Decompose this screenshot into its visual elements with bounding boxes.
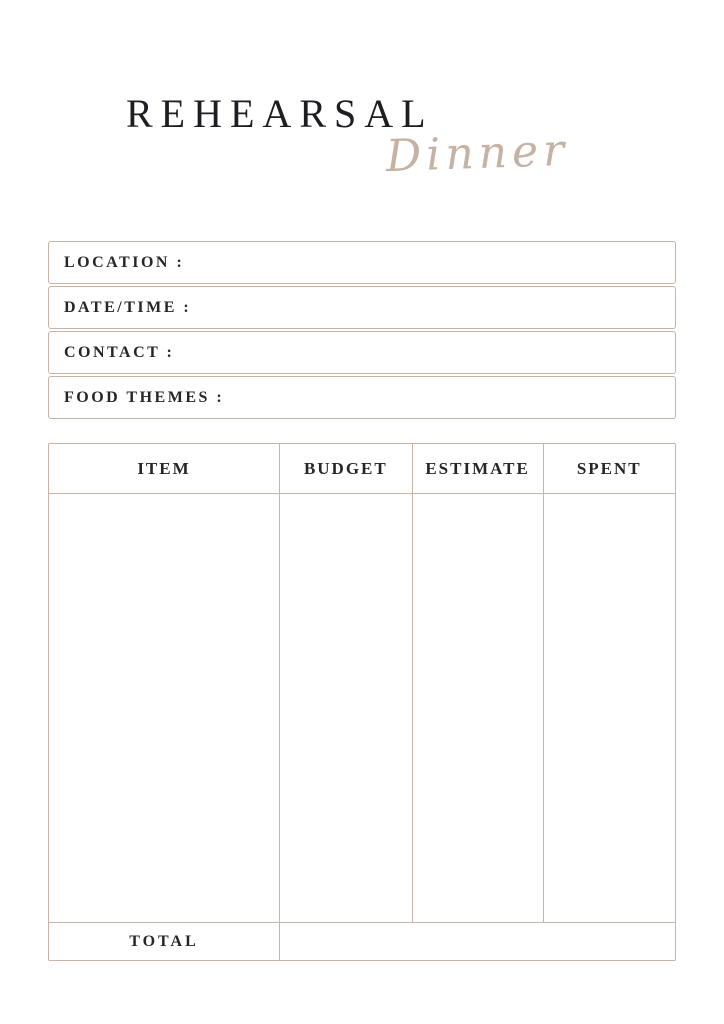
budget-table bbox=[48, 443, 676, 961]
info-field-date-time-label: DATE/TIME : bbox=[64, 298, 192, 316]
page-title: REHEARSAL bbox=[126, 91, 434, 136]
column-header-spent: SPENT bbox=[544, 444, 675, 494]
info-field-contact-value[interactable] bbox=[174, 332, 675, 373]
info-field-date-time[interactable] bbox=[48, 286, 676, 329]
info-field-contact[interactable] bbox=[48, 331, 676, 374]
info-field-location-value[interactable] bbox=[184, 242, 675, 283]
table-cell-spent[interactable] bbox=[544, 494, 675, 923]
column-header-item: ITEM bbox=[49, 444, 280, 494]
info-section bbox=[48, 241, 676, 421]
column-header-estimate: ESTIMATE bbox=[413, 444, 544, 494]
column-header-budget: BUDGET bbox=[280, 444, 413, 494]
info-field-food-themes[interactable] bbox=[48, 376, 676, 419]
page-subtitle-script: Dinner bbox=[385, 124, 570, 183]
info-field-food-themes-label: FOOD THEMES : bbox=[64, 388, 225, 406]
info-field-location-label: LOCATION : bbox=[64, 253, 185, 271]
info-field-contact-label: CONTACT : bbox=[64, 343, 175, 361]
info-field-date-time-value[interactable] bbox=[191, 287, 675, 328]
table-cell-item[interactable] bbox=[49, 494, 280, 923]
table-cell-estimate[interactable] bbox=[413, 494, 544, 923]
total-value[interactable] bbox=[280, 923, 675, 960]
info-field-food-themes-value[interactable] bbox=[224, 377, 675, 418]
info-field-location[interactable] bbox=[48, 241, 676, 284]
total-label: TOTAL bbox=[49, 923, 280, 960]
table-cell-budget[interactable] bbox=[280, 494, 413, 923]
